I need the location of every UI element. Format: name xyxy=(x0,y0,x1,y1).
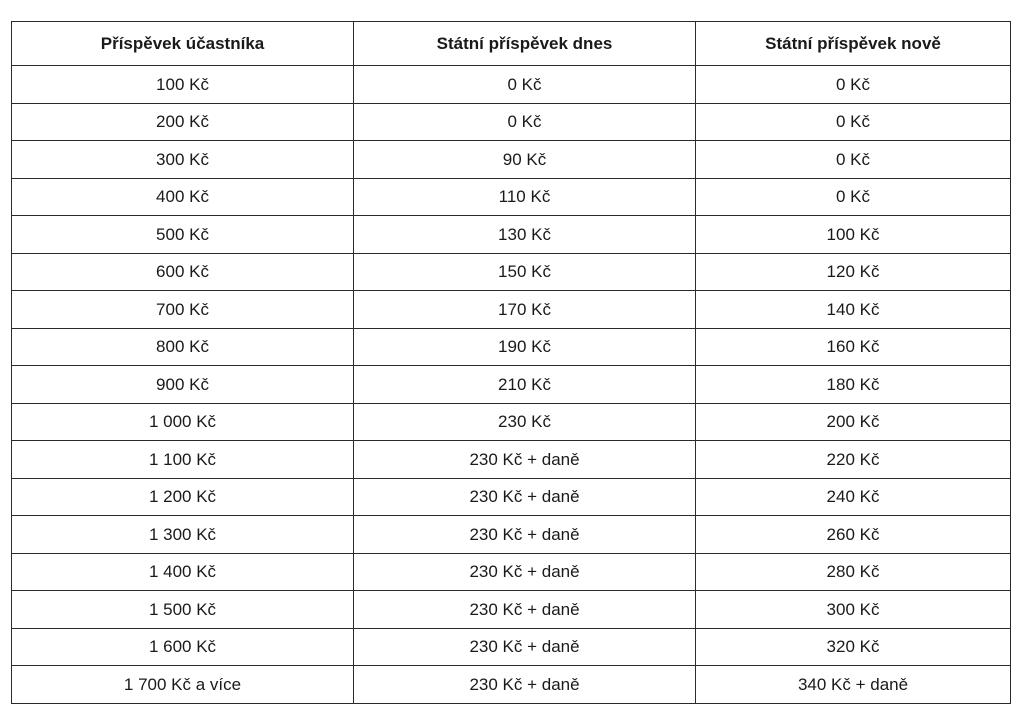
cell-participant-contribution: 1 000 Kč xyxy=(12,403,354,441)
cell-state-contribution-new: 340 Kč + daně xyxy=(696,666,1011,704)
header-state-contribution-new: Státní příspěvek nově xyxy=(696,22,1011,66)
cell-state-contribution-today: 230 Kč + daně xyxy=(354,666,696,704)
table-row xyxy=(12,103,1011,141)
table-row xyxy=(12,141,1011,179)
table-row xyxy=(12,291,1011,329)
header-state-contribution-today: Státní příspěvek dnes xyxy=(354,22,696,66)
table-row xyxy=(12,628,1011,666)
cell-participant-contribution: 600 Kč xyxy=(12,253,354,291)
table-row xyxy=(12,253,1011,291)
table-row xyxy=(12,178,1011,216)
cell-participant-contribution: 1 100 Kč xyxy=(12,441,354,479)
cell-state-contribution-new: 100 Kč xyxy=(696,216,1011,254)
cell-state-contribution-today: 210 Kč xyxy=(354,366,696,404)
table-row xyxy=(12,328,1011,366)
header-participant-contribution: Příspěvek účastníka xyxy=(12,22,354,66)
cell-participant-contribution: 500 Kč xyxy=(12,216,354,254)
cell-state-contribution-today: 170 Kč xyxy=(354,291,696,329)
table-row xyxy=(12,516,1011,554)
cell-state-contribution-today: 230 Kč + daně xyxy=(354,628,696,666)
cell-state-contribution-new: 240 Kč xyxy=(696,478,1011,516)
table-row xyxy=(12,366,1011,404)
cell-state-contribution-new: 0 Kč xyxy=(696,178,1011,216)
cell-state-contribution-today: 190 Kč xyxy=(354,328,696,366)
cell-state-contribution-new: 300 Kč xyxy=(696,591,1011,629)
cell-state-contribution-today: 90 Kč xyxy=(354,141,696,179)
cell-state-contribution-new: 220 Kč xyxy=(696,441,1011,479)
cell-participant-contribution: 300 Kč xyxy=(12,141,354,179)
cell-participant-contribution: 1 200 Kč xyxy=(12,478,354,516)
table-row xyxy=(12,666,1011,704)
cell-participant-contribution: 200 Kč xyxy=(12,103,354,141)
table-row xyxy=(12,478,1011,516)
table-row xyxy=(12,591,1011,629)
cell-state-contribution-today: 110 Kč xyxy=(354,178,696,216)
cell-state-contribution-new: 0 Kč xyxy=(696,66,1011,104)
table-row xyxy=(12,216,1011,254)
cell-participant-contribution: 1 500 Kč xyxy=(12,591,354,629)
table-row xyxy=(12,441,1011,479)
cell-state-contribution-new: 0 Kč xyxy=(696,141,1011,179)
cell-state-contribution-new: 280 Kč xyxy=(696,553,1011,591)
cell-participant-contribution: 100 Kč xyxy=(12,66,354,104)
cell-state-contribution-today: 130 Kč xyxy=(354,216,696,254)
cell-state-contribution-new: 140 Kč xyxy=(696,291,1011,329)
cell-state-contribution-today: 230 Kč + daně xyxy=(354,478,696,516)
cell-state-contribution-today: 150 Kč xyxy=(354,253,696,291)
table-row xyxy=(12,66,1011,104)
cell-state-contribution-new: 120 Kč xyxy=(696,253,1011,291)
cell-participant-contribution: 700 Kč xyxy=(12,291,354,329)
cell-participant-contribution: 900 Kč xyxy=(12,366,354,404)
cell-participant-contribution: 1 600 Kč xyxy=(12,628,354,666)
cell-participant-contribution: 1 300 Kč xyxy=(12,516,354,554)
cell-participant-contribution: 1 400 Kč xyxy=(12,553,354,591)
cell-state-contribution-new: 180 Kč xyxy=(696,366,1011,404)
table-header xyxy=(12,22,1011,66)
cell-state-contribution-today: 230 Kč + daně xyxy=(354,516,696,554)
cell-state-contribution-new: 160 Kč xyxy=(696,328,1011,366)
contribution-table xyxy=(11,21,1011,704)
table-row xyxy=(12,403,1011,441)
header-row xyxy=(12,22,1011,66)
cell-state-contribution-new: 200 Kč xyxy=(696,403,1011,441)
cell-state-contribution-today: 230 Kč + daně xyxy=(354,553,696,591)
cell-state-contribution-today: 230 Kč + daně xyxy=(354,441,696,479)
table-body xyxy=(12,66,1011,704)
cell-participant-contribution: 800 Kč xyxy=(12,328,354,366)
cell-state-contribution-today: 230 Kč + daně xyxy=(354,591,696,629)
cell-state-contribution-today: 230 Kč xyxy=(354,403,696,441)
cell-participant-contribution: 400 Kč xyxy=(12,178,354,216)
cell-participant-contribution: 1 700 Kč a více xyxy=(12,666,354,704)
cell-state-contribution-today: 0 Kč xyxy=(354,66,696,104)
cell-state-contribution-new: 0 Kč xyxy=(696,103,1011,141)
table-row xyxy=(12,553,1011,591)
cell-state-contribution-today: 0 Kč xyxy=(354,103,696,141)
cell-state-contribution-new: 320 Kč xyxy=(696,628,1011,666)
cell-state-contribution-new: 260 Kč xyxy=(696,516,1011,554)
